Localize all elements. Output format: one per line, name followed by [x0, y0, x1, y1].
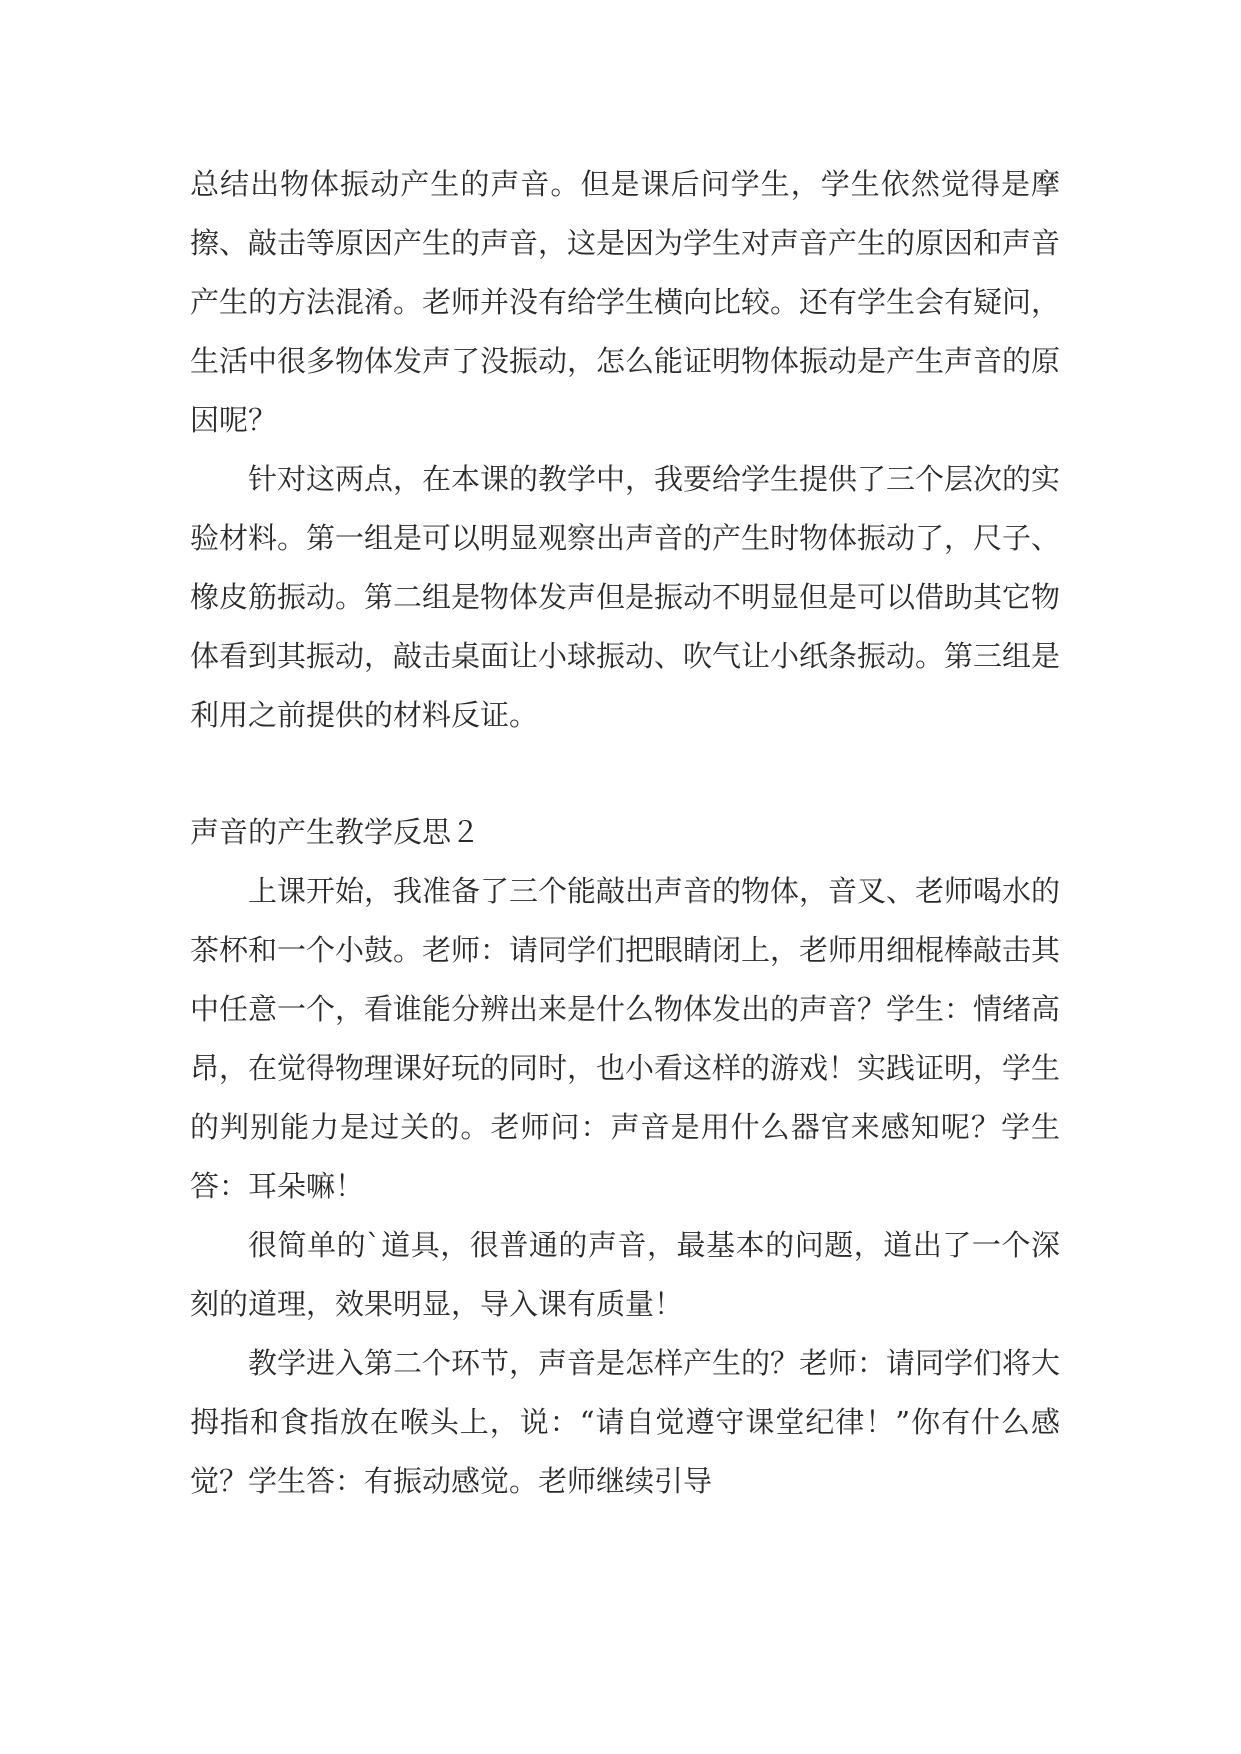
- paragraph-continuation: 总结出物体振动产生的声音。但是课后问学生，学生依然觉得是摩擦、敲击等原因产生的声音，这是因为学生对声音产生的原因和声音产生的方法混淆。老师并没有给学生横向比较。还有学生会有疑问，生活中很多物体发声了没振动，怎么能证明物体振动是产生声音的原因呢？: [190, 167, 1061, 437]
- paragraph-three-levels: 针对这两点，在本课的教学中，我要给学生提供了三个层次的实验材料。第一组是可以明显观察出声音的产生时物体振动了，尺子、橡皮筋振动。第二组是物体发声但是振动不明显但是可以借助其它物体看到其振动，敲击桌面让小球振动、吹气让小纸条振动。第三组是利用之前提供的材料反证。: [190, 462, 1061, 732]
- reflection-2-section: [190, 803, 1060, 1511]
- paragraph-simple-props: 很简单的`道具，很普通的声音，最基本的问题，道出了一个深刻的道理，效果明显，导入课有质量！: [190, 1228, 1060, 1321]
- paragraph-class-start: 上课开始，我准备了三个能敲出声音的物体，音叉、老师喝水的茶杯和一个小鼓。老师：请同学们把眼睛闭上，老师用细棍棒敲击其中任意一个，看谁能分辨出来是什么物体发出的声音？学生：情绪高昂，在觉得物理课好玩的同时，也小看这样的游戏！实践证明，学生的判别能力是过关的。老师问：声音是用什么器官来感知呢？学生答：耳朵嘛！: [190, 874, 1061, 1203]
- top-text-section: [190, 155, 1060, 745]
- paragraph-second-stage: 教学进入第二个环节，声音是怎样产生的？老师：请同学们将大拇指和食指放在喉头上，说：“请自觉遵守课堂纪律！”你有什么感觉？学生答：有振动感觉。老师继续引导: [190, 1346, 1061, 1498]
- section-heading: 声音的产生教学反思２: [190, 815, 481, 849]
